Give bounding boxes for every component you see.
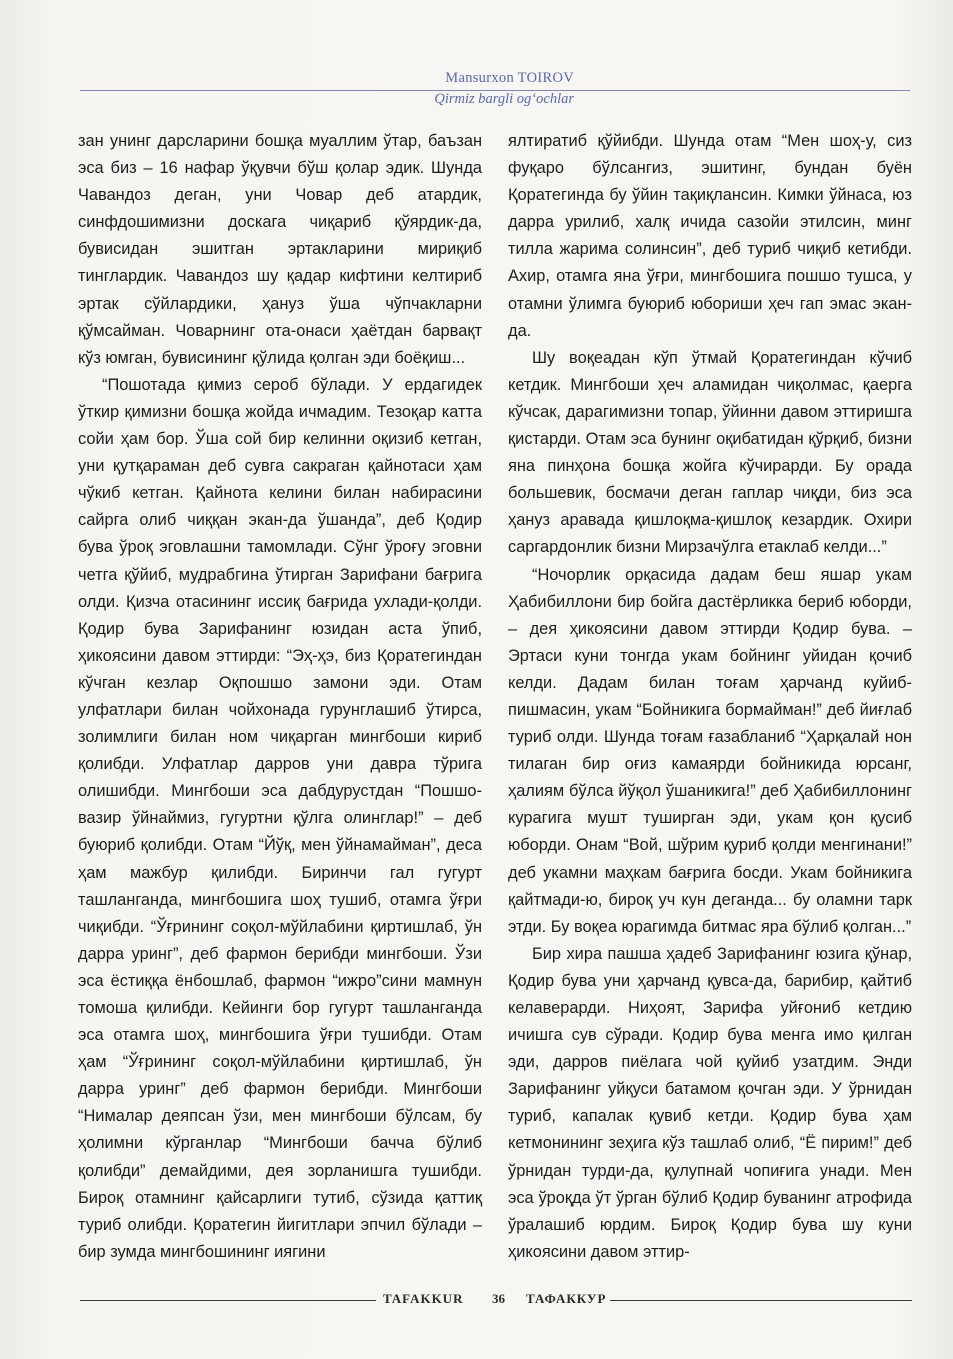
paragraph: Шу воқеадан кўп ўтмай Қоратегиндан кўчиб кетдик. Мингбоши ҳеч аламидан чиқолмас, қаерга кўчсак, дарагимизни топар, ўйинни давом эттиришга қистарди. Отам эса бунинг оқибатидан қўрқиб, бизни яна пинҳона бошқа жойга кўчирарди. Бу орада большевик, босмачи деган гаплар чиқди, биз эса ҳануз аравада қишлоқма-қишлоқ кезардик. Охири саргардонлик бизни Мирзачўлга етаклаб келди...” — [508, 348, 912, 557]
right-text-column — [508, 128, 912, 1266]
header-subtitle: Qirmiz bargli og‘ochlar — [434, 91, 574, 107]
footer-rule-left — [80, 1300, 376, 1301]
left-text-column — [78, 128, 482, 1266]
footer-rule-right — [610, 1300, 912, 1301]
paragraph: зан унинг дарсларини бошқа муаллим ўтар, баъзан эса биз – 16 нафар ўқувчи бўш қолар эдик. Шунда Чавандоз деган, уни Човар деб атардик, синфдошимизни доскага чиқариб қўярдик-да, бувисидан эшитган эртакларини мириқиб тинглардик. Чавандоз шу қадар кифтини келтириб эртак сўйлардики, ҳануз ўша чўпчакларни қўмсайман. Човарнинг ота-онаси ҳаётдан барвақт кўз юмган, бувисининг қўлида қолган эди боёқиш... — [78, 132, 482, 367]
page-number: 36 — [492, 1291, 505, 1306]
paragraph: Бир хира пашша ҳадеб Зарифанинг юзига қўнар, Қодир бува уни ҳарчанд қувса-да, барибир, қайтиб келаверарди. Ниҳоят, Зарифа уйғониб кетдию ичишга сув сўради. Қодир бува менга имо қилган эди, дарров пиёлага чой қуйиб узатдим. Энди Зарифанинг уйқуси батамом қочган эди. У ўрнидан туриб, капалак қувиб кетди. Қодир бува ҳам кетмонининг зеҳига кўз ташлаб олиб, “Ё пирим!” деб ўрнидан турди-да, қулупнай чопиғига унади. Мен эса ўроқда ўт ўрган бўлиб Қодир буванинг атрофида ўралашиб юрдим. Бироқ Қодир бува шу куни ҳикоясини давом эттир- — [508, 944, 912, 1261]
page-footer — [80, 1290, 912, 1310]
footer-magazine-latin: TAFAKKUR — [383, 1291, 464, 1306]
header-author: Mansurxon TOIROV — [445, 70, 574, 86]
footer-magazine-cyrillic: ТАФАККУР — [526, 1291, 607, 1306]
paragraph: ялтиратиб қўйибди. Шунда отам “Мен шоҳ-у, сиз фуқаро бўлсангиз, эшитинг, бундан буён Қоратегинда бу ўйин тақиқлансин. Кимки ўйнаса, юз дарра урилиб, халқ ичида сазойи этилсин, минг тилла жарима солинсин”, деб туриб чиқиб кетибди. Ахир, отамга яна ўғри, мингбошига пошшо тушса, у отамни ўлимга буюриб юбориши ҳеч гап эмас экан-да. — [508, 132, 912, 340]
paragraph: “Ночорлик орқасида дадам беш яшар укам Ҳабибиллони бир бойга дастёрликка бериб юборди, – дея ҳикоясини давом эттирди Қодир бува. – Эртаси куни тонгда укам бойнинг уйидан қочиб келди. Дадам билан тоғам ҳарчанд куйиб-пишмасин, укам “Бойникига бормайман!” деб йиғлаб туриб олди. Шунда тоғам ғазабланиб “Ҳарқалай нон тилаган бир оғиз камаярди бойникида юрсанг, ҳалиям бўлса йўқол ўшаникига!” деб Ҳабибиллонинг курагига мушт туширган эди, укам қон қусиб юборди. Онам “Вой, шўрим қуриб қолди менгинани!” деб укамни маҳкам бағрига босди. Укам бойникига қайтмади-ю, бироқ уч кун деганда... бу оламни тарк этди. Бу воқеа юрагимда битмас яра бўлиб қолган...” — [508, 565, 912, 936]
paragraph: “Пошотада қимиз сероб бўлади. У ердагидек ўткир қимизни бошқа жойда ичмадим. Тезоқар катта сойи ҳам бор. Ўша сой бир келинни оқизиб кетган, уни қутқараман деб сувга сакраган қайнотаси ҳам чўкиб кетган. Қайнота келини билан набирасини сайрга олиб чиққан экан-да ўшанда”, деб Қодир бува ўроқ эговлашни тамомлади. Сўнг ўроғу эговни четга қўйиб, мудрабгина ўтирган Зарифани бағрига олди. Қизча отасининг иссиқ бағрида ухлади-қолди. Қодир бува Зарифанинг юзидан аста ўпиб, ҳикоясини давом эттирди: “Эҳ-ҳэ, биз Қоратегиндан кўчган кезлар Оқпошшо замони эди. Отам улфатлари билан чойхонада гурунглашиб ўтирса, золимлиги билан ном чиқарган мингбоши кириб қолибди. Улфатлар дарров уни давра тўрига олишибди. Мингбоши эса дабдурустдан “Пошшо-вазир ўйнаймиз, гугуртни қўлга олинглар!” – деб буюриб қолибди. Отам “Йўқ, мен ўйнамайман”, деса ҳам мажбур қилибди. Биринчи гал гугурт ташланганда, мингбошига шоҳ тушиб, отамга ўғри чиқибди. “Ўғрининг соқол-мўйлабини қиртишлаб, ўн дарра уринг”, деб фармон берибди мингбоши. Ўзи эса ёстиққа ёнбошлаб, фармон “ижро”сини мамнун томоша қилибди. Кейинги бор гугурт ташланганда эса отамга шоҳ, мингбошига ўғри тушибди. Отам ҳам “Ўғрининг соқол-мўйлабини қиртишлаб, ўн дарра уринг” деб фармон берибди. Мингбоши “Нималар деяпсан ўзи, мен мингбоши бўлсам, бу ҳолимни кўрганлар “Мингбоши бачча бўлиб қолибди” демайдими, дея зорланишга тушибди. Бироқ отамнинг қайсарлиги тутиб, сўзида қаттиқ туриб олибди. Қоратегин йигитлари эпчил бўлади – бир зумда мингбошининг иягини — [78, 375, 482, 1261]
